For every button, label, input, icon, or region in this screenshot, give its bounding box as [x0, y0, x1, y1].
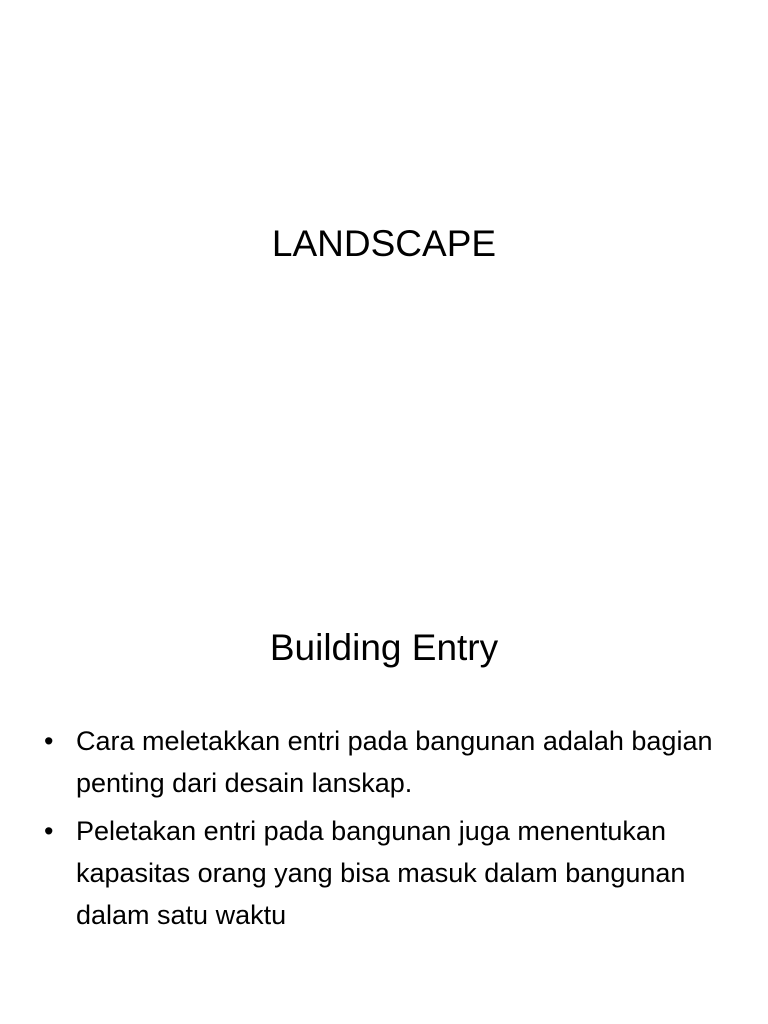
- bullet-item: [44, 720, 724, 804]
- bullet-icon: •: [44, 816, 54, 846]
- bullet-item: [44, 810, 724, 936]
- bullet-text: Peletakan entri pada bangunan juga menentukan kapasitas orang yang bisa masuk dalam bangunan dalam satu waktu: [76, 816, 686, 930]
- bullet-list: [44, 720, 724, 942]
- slide-building-entry: [0, 512, 768, 1024]
- bullet-text: Cara meletakkan entri pada bangunan adalah bagian penting dari desain lanskap.: [76, 726, 713, 798]
- bullet-icon: •: [44, 726, 54, 756]
- slide-title: LANDSCAPE: [271, 223, 497, 264]
- slide-title: Building Entry: [269, 627, 499, 668]
